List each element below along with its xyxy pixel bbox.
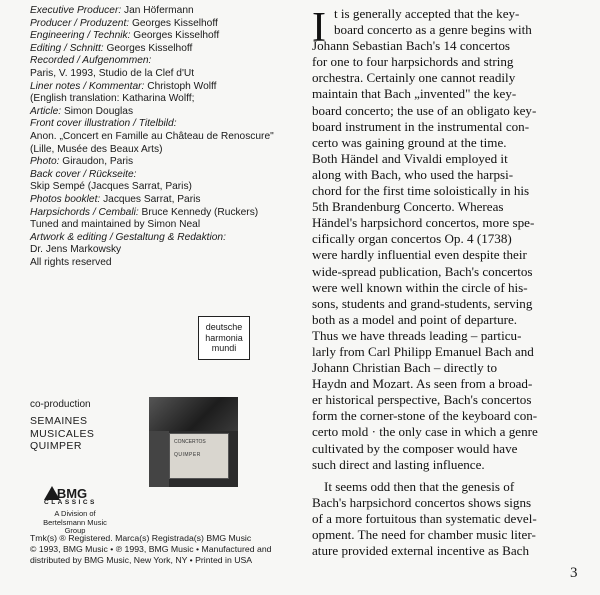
- credit-line: [30, 118, 300, 131]
- cover-thumb-text: CONCERTOS: [174, 439, 206, 445]
- essay-line: Thus we have threads leading – particu-: [312, 327, 522, 343]
- credit-name: Anon. „Concert en Famille au Château de Renoscure": [30, 130, 274, 142]
- credit-name: Tuned and maintained by Simon Neal: [30, 219, 201, 231]
- coproduction-org-line: MUSICALES: [30, 427, 95, 440]
- essay-line: larly from Carl Philipp Emanuel Bach and: [312, 343, 534, 359]
- legal-line: © 1993, BMG Music • ℗ 1993, BMG Music • Manufactured and: [30, 544, 272, 554]
- credit-name: Christoph Wolff: [144, 80, 217, 92]
- essay-line: It seems odd then that the genesis of: [324, 478, 515, 494]
- credit-name: (English translation: Katharina Wolff;: [30, 93, 195, 105]
- credit-line: [30, 93, 300, 106]
- essay-line: chord for the first time soloistically in his: [312, 183, 530, 199]
- credit-line: [30, 106, 300, 119]
- essay-line: certo mold · the only case in which a genre: [312, 424, 538, 440]
- essay-line: wide-spread publication, Bach's concertos: [312, 263, 533, 279]
- hm-logo-line: mundi: [211, 343, 237, 354]
- credit-line: [30, 43, 300, 56]
- credit-name: Georges Kisselhoff: [130, 30, 220, 42]
- credit-line: [30, 30, 300, 43]
- credit-line: [30, 18, 300, 31]
- coproduction-organization: [30, 415, 94, 453]
- credit-line: [30, 144, 300, 157]
- essay-line: ature provided external incentive as Bach: [312, 543, 530, 559]
- credit-name: Bruce Kennedy (Ruckers): [138, 206, 259, 218]
- credit-role: Engineering / Technik:: [30, 30, 131, 42]
- credit-name: (Lille, Musée des Beaux Arts): [30, 143, 163, 155]
- essay-line: opment. The need for chamber music liter-: [312, 527, 536, 542]
- credit-line: [30, 5, 300, 18]
- credit-role: Harpsichords / Cembali:: [30, 206, 139, 218]
- essay-line: board concerto as a genre begins with: [334, 22, 532, 38]
- hm-logo-line: deutsche: [205, 322, 243, 333]
- essay-line: Händel's harpsichord concertos, more spe-: [312, 215, 535, 231]
- essay-line: for one to four harpsichords and string: [312, 54, 514, 70]
- legal-notice: [30, 533, 300, 566]
- essay-column: [312, 6, 580, 559]
- essay-line: Haydn and Mozart. As seen from a broad-: [312, 376, 533, 392]
- credit-role: Artwork & editing / Gestaltung & Redaktion:: [30, 231, 226, 243]
- essay-line: 5th Brandenburg Concerto. Whereas: [312, 199, 504, 215]
- credit-name: Skip Sempé (Jacques Sarrat, Paris): [30, 181, 192, 193]
- credit-role: Liner notes / Kommentar:: [30, 80, 145, 92]
- essay-line: board concerto; the use of an obligato key-: [312, 102, 537, 118]
- legal-line: Tmk(s) ® Registered. Marca(s) Registrada(s) BMG Music: [30, 533, 252, 543]
- legal-line: distributed by BMG Music, New York, NY • Printed in USA: [30, 555, 253, 565]
- credit-role: Photo:: [30, 156, 60, 168]
- credit-line: [30, 131, 300, 144]
- page-number: 3: [570, 565, 578, 581]
- credit-line: [30, 207, 300, 220]
- credit-line: [30, 232, 300, 245]
- essay-line: orchestra. Certainly one cannot readily: [312, 70, 516, 86]
- essay-line: Both Händel and Vivaldi employed it: [312, 150, 508, 166]
- drop-cap: I: [312, 5, 326, 51]
- coproduction-label: co-production: [30, 399, 91, 410]
- essay-line: board instrument in the instrumental con-: [312, 118, 530, 134]
- essay-line: cultivated by the composer would have: [312, 440, 518, 456]
- credit-line: [30, 181, 300, 194]
- essay-line: such direct and lasting influence.: [312, 456, 485, 472]
- essay-line: of a more fortuitous than systematic devel-: [312, 510, 537, 526]
- credit-line: [30, 244, 300, 257]
- credit-line: [30, 194, 300, 207]
- essay-line: were hardly influential even despite their: [312, 247, 527, 263]
- credit-role: Recorded / Aufgenommen:: [30, 55, 152, 67]
- credit-line: [30, 257, 300, 270]
- credit-name: Simon Douglas: [61, 105, 134, 117]
- credit-line: [30, 156, 300, 169]
- credit-name: Giraudon, Paris: [59, 156, 134, 168]
- bmg-classics-label: CLASSICS: [44, 499, 97, 506]
- essay-line: Johann Christian Bach – directly to: [312, 360, 498, 376]
- credit-name: Paris, V. 1993, Studio de la Clef d'Ut: [30, 67, 195, 79]
- essay-line: Johann Sebastian Bach's 14 concertos: [312, 38, 510, 54]
- essay-line: t is generally accepted that the key-: [334, 6, 520, 21]
- bmg-division-text: [39, 510, 111, 536]
- hm-logo-line: harmonia: [205, 332, 243, 343]
- credit-role: Producer / Produzent:: [30, 17, 130, 29]
- credit-line: [30, 219, 300, 232]
- cover-thumb-text: QUIMPER: [174, 452, 201, 458]
- credit-line: [30, 81, 300, 94]
- credit-role: Executive Producer:: [30, 5, 122, 16]
- credit-line: [30, 169, 300, 182]
- credit-name: Dr. Jens Markowsky: [30, 244, 122, 256]
- credit-line: [30, 68, 300, 81]
- credit-role: Editing / Schnitt:: [30, 42, 104, 54]
- essay-line: er historical perspective, Bach's concertos: [312, 392, 532, 408]
- credit-role: Back cover / Rückseite:: [30, 168, 137, 180]
- cover-thumbnail-label: [169, 433, 229, 479]
- essay-line: along with Bach, who used the harpsi-: [312, 166, 514, 182]
- credit-role: Photos booklet:: [30, 193, 101, 205]
- credit-role: Article:: [30, 105, 62, 117]
- essay-line: cifically organ concertos Op. 4 (1738): [312, 231, 512, 247]
- bmg-division-line: A Division of: [54, 509, 96, 518]
- credit-name: Jan Höfermann: [121, 5, 194, 16]
- credits-list: [30, 5, 300, 269]
- essay-line: were well known within the circle of his-: [312, 279, 528, 295]
- credit-line: [30, 55, 300, 68]
- bmg-division-line: Bertelsmann Music Group: [43, 517, 107, 535]
- credit-name: Jacques Sarrat, Paris: [100, 193, 201, 205]
- cd-cover-thumbnail: [149, 397, 238, 487]
- essay-line: form the corner-stone of the keyboard con-: [312, 408, 538, 424]
- credit-role: Front cover illustration / Titelbild:: [30, 118, 177, 130]
- credit-name: Georges Kisselhoff: [103, 42, 193, 54]
- essay-line: sons, students and grand-students, serving: [312, 295, 533, 311]
- essay-line: both as a model and point of departure.: [312, 311, 518, 327]
- harmonia-mundi-logo: [198, 316, 250, 360]
- coproduction-org-line: QUIMPER: [30, 440, 82, 452]
- credit-name: All rights reserved: [30, 256, 112, 268]
- bmg-logo-text: BMG: [56, 486, 88, 501]
- credit-name: Georges Kisselhoff: [129, 17, 218, 29]
- coproduction-org-line: SEMAINES: [30, 415, 88, 427]
- essay-line: Bach's harpsichord concertos shows signs: [312, 494, 532, 510]
- essay-line: maintain that Bach „invented" the key-: [312, 86, 517, 102]
- essay-line: certo was gaining ground at the time.: [312, 134, 507, 150]
